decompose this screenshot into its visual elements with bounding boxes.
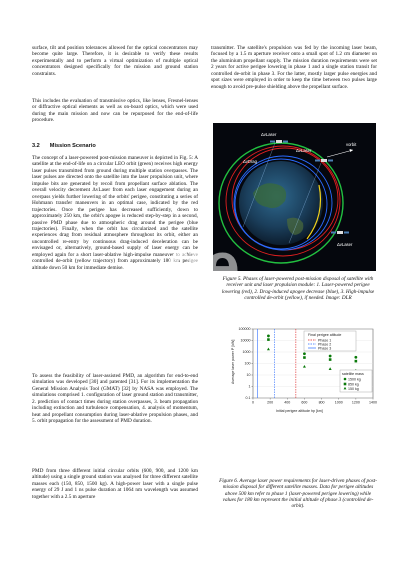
- x-tick-label: 1400: [369, 400, 377, 405]
- y-tick-label: 10: [246, 373, 251, 378]
- label-dv-laser-top: ΔvLaser: [261, 132, 277, 137]
- mass-label-850: 850 kg: [348, 382, 359, 387]
- mass-label-1500: 1500 kg: [348, 377, 361, 382]
- legend-phase1: Phase 1: [318, 338, 332, 343]
- x-axis-label: Initial perigee altitude hp [km]: [276, 409, 323, 413]
- data-point-150kg: [267, 348, 270, 351]
- data-point-850kg: [267, 338, 270, 341]
- y-axis-label: Average laser power P [kW]: [231, 339, 235, 384]
- mass-marker-850: [344, 383, 347, 386]
- paragraph-concept: The concept of a laser-powered post-mission maneuver is depicted in Fig. 5: A satellite at the end-of-life on a circular LEO orbit (green) receives high energy laser pulses transmitted from ground during multiple station overpasses. The laser pulses are directed onto the satellite into the laser propulsion unit, where impulse bits are generated by recoil from propellant surface ablation. The overall velocity decrement ΔvLaser from each laser engagement during an overpass yields further lowering of the orbits' perigee, constituting a series of Hohmann transfer maneuvers in an optimal case, indicated by the red trajectories. Once the perigee has decreased sufficiently, down to approximately 250 km, the orbit's apogee is reduced step-by-step in a second, passive PMD phase due to atmospheric drag around the perigee (blue trajectories). Finally, when the orbit has circularized and the satellite experiences drag from residual atmosphere throughout its orbit, either an uncontrolled re-entry by continuous drag-induced deceleration can be envisaged or, alternatively, ground-based supply of laser energy can be employed again for a short laser-ablative high-impulse maneuver to achieve controlled de-orbit (yellow trajectory) from approximately 180 km perigee altitude down 50 km for immediate demise.: [32, 155, 198, 271]
- paragraph-transmitter: transmitter. The satellite's propulsion was fed by the incoming laser beam, focused by a 1.5 m aperture receiver onto a small spot of 1.2 cm diameter on the aluminium propellant supply. The mission duration requirements were set 2 years for active perigee lowering in phase 1 and a single station transit for controlled de-orbit in phase 3. For the latter, mostly larger pulse energies and spot sizes were employed in order to keep the time between two pulses large enough to avoid pre-pulse shielding above the propellant surface.: [211, 45, 377, 90]
- figure-5-caption: Figure 5. Phases of laser-powered post-mission disposal of satellite with receiver unit and laser propulsion module: 1. Laser-powered perigee lowering (red), 2. Drag-induced apogee decrease (blue), 3. High-impulse controlled de-orbit (yellow), if needed. Image: DLR: [221, 276, 375, 301]
- legend-title: Final perigee altitude: [308, 333, 342, 337]
- data-point-850kg: [355, 360, 358, 363]
- label-dv-laser-mid: ΔvLaser: [296, 148, 312, 153]
- label-dv-drag: ΔvDrag: [243, 159, 257, 164]
- data-point-1500kg: [303, 352, 306, 355]
- mass-label-150: 150 kg: [348, 386, 359, 391]
- paragraph-pmd-analysis: PMD from three different initial circular orbits (600, 900, and 1200 km altitude) using a single ground station was analysed for three different satellite masses each (150, 850, 1500 kg). A high-power laser with a single pulse energy of 29 J and 1 ns pulse duration at 1064 nm wavelength was assumed together with a 2.5 m aperture: [32, 468, 198, 500]
- mass-legend: [340, 370, 372, 392]
- data-point-850kg: [329, 358, 332, 361]
- label-v-orbit: vorbit: [346, 142, 357, 147]
- y-tick-label: 0.1: [245, 396, 251, 401]
- x-tick-label: 1000: [334, 400, 343, 405]
- x-tick-label: 200: [267, 400, 274, 405]
- mass-marker-1500: [344, 378, 347, 381]
- x-tick-label: 400: [284, 400, 291, 405]
- paragraph-intro-continued: surface, tilt and position tolerances allowed for the optical concentrators may become quite large. Therefore, it is desirable to verify these results experimentally and to perform a virtual optimization of multiple optical concentrators designed specifically for the mission and ground station constraints.: [32, 45, 198, 77]
- x-tick-label: 0: [252, 400, 254, 405]
- data-point-150kg: [303, 365, 306, 368]
- data-point-1500kg: [354, 356, 357, 359]
- x-tick-label: 800: [318, 400, 325, 405]
- laser-power-chart: [228, 326, 378, 414]
- legend-phase2: Phase 2: [318, 342, 332, 347]
- y-tick-label: 1: [248, 384, 251, 389]
- orbit-diagram: [213, 123, 376, 271]
- paragraph-feasibility: To assess the feasibility of laser-assisted PMD, an algorithm for end-to-end simulation was developed [30] and patented [31]. For its implementation the General Mission Analysis Tool (GMAT) [32] by NASA was employed. The simulations comprised 1. configuration of laser ground station and transmitter, 2. prediction of contact times during station overpasses, 3. beam propagation including extinction and turbulence compensation, 4. analysis of momentum, heat and propellant consumption during laser-ablative propulsion phases, and 5. orbit propagation for the assessment of PMD duration.: [32, 373, 198, 425]
- figure-6-caption: Figure 6. Average laser power requirements for laser-driven phases of post-mission disposal for different satellite masses. Data for perigee altitudes above 500 km refer to phase 1 (laser-powered perigee lowering) while values for 180 km represent the initial altitude of phase 3 (controlled de-orbit).: [219, 478, 377, 510]
- figure-6-chart: [228, 326, 378, 414]
- watermark-text: ge: [165, 229, 240, 301]
- y-tick-label: 100000: [238, 327, 251, 332]
- y-tick-label: 1000: [242, 350, 251, 355]
- figure-5-orbit-illustration: [213, 123, 376, 271]
- section-heading: [32, 143, 106, 149]
- data-point-150kg: [329, 367, 332, 370]
- label-dv-laser-low: ΔvLaser: [337, 242, 353, 247]
- section-number: 3.2: [32, 143, 40, 149]
- phase-legend: [304, 331, 356, 351]
- data-point-1500kg: [329, 355, 332, 358]
- paragraph-transmissive-optics: This includes the evaluation of transmissive optics, like lenses, Fresnel-lenses or diffractive optical elements as well as on-board optics, which were used during the main mission and now can be repurposed for the end-of-life procedure.: [32, 98, 198, 124]
- y-tick-label: 10000: [240, 338, 251, 343]
- legend-phase3: Phase 3: [318, 346, 332, 351]
- x-tick-label: 1200: [351, 400, 360, 405]
- x-tick-label: 600: [301, 400, 308, 405]
- data-point-1500kg: [267, 335, 270, 338]
- x-ticks: [252, 398, 377, 405]
- mass-legend-title: satellite mass: [342, 372, 364, 376]
- section-title: Mission Scenario: [49, 143, 96, 149]
- data-point-850kg: [303, 356, 306, 359]
- y-tick-label: 100: [244, 361, 251, 366]
